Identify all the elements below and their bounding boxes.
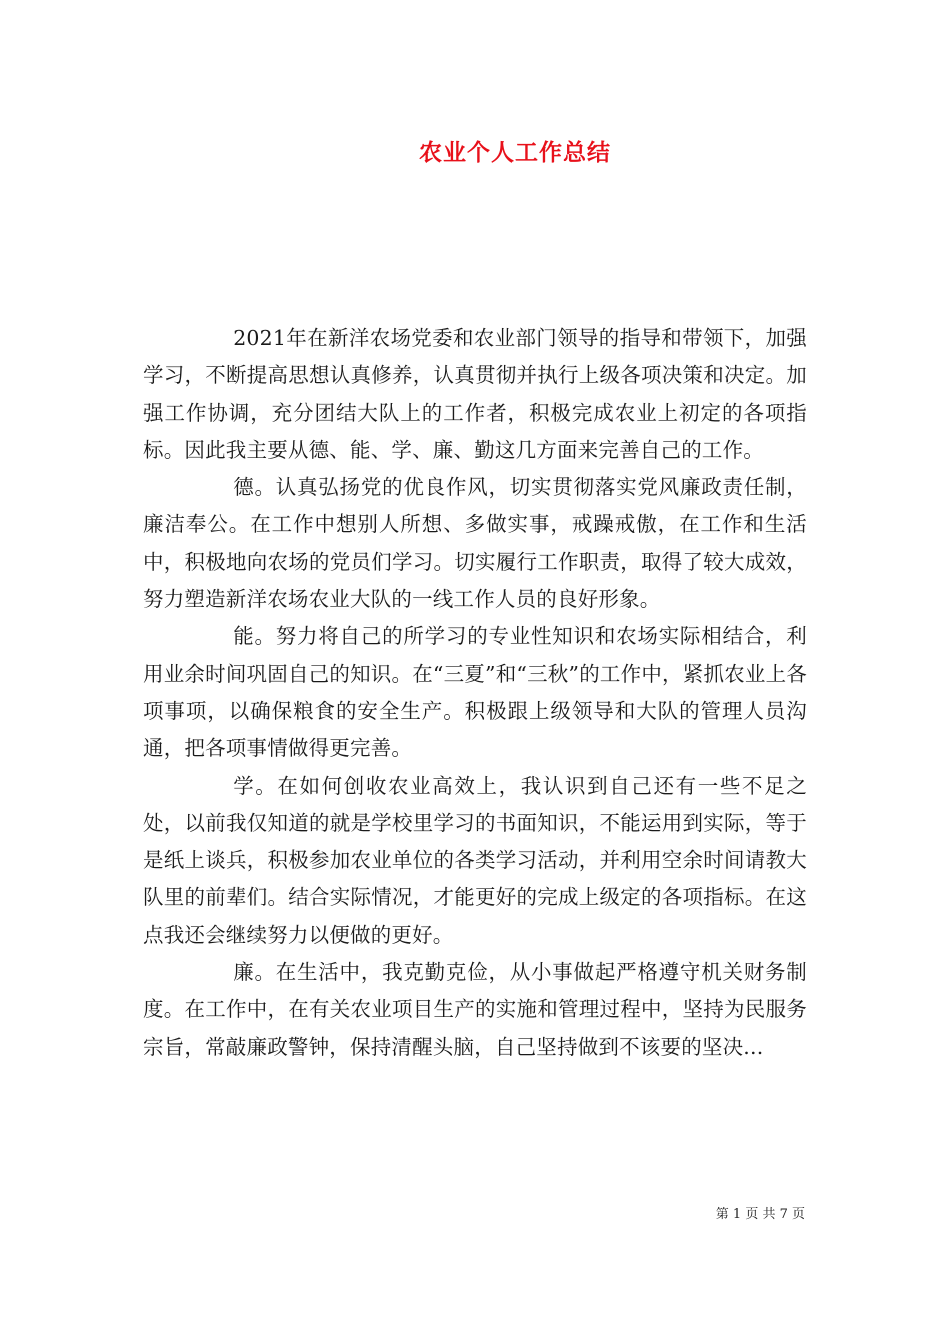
page-number: 第 1 页 共 7 页: [715, 1207, 805, 1222]
paragraph-de: 德。认真弘扬党的优良作风，切实贯彻落实党风廉政责任制，廉洁奉公。在工作中想别人所想、多做实事，戒躁戒傲，在工作和生活中，积极地向农场的党员们学习。切实履行工作职责，取得了较大成效，努力塑造新洋农场农业大队的一线工作人员的良好形象。: [143, 475, 807, 612]
document-title: 农业个人工作总结: [419, 140, 611, 166]
paragraph-neng: 能。努力将自己的所学习的专业性知识和农场实际相结合，利用业余时间巩固自己的知识。在“三夏”和“三秋”的工作中，紧抓农业上各项事项，以确保粮食的安全生产。积极跟上级领导和大队的管理人员沟通，把各项事情做得更完善。: [143, 624, 807, 761]
paragraph-xue: 学。在如何创收农业高效上，我认识到自己还有一些不足之处，以前我仅知道的就是学校里学习的书面知识，不能运用到实际，等于是纸上谈兵，积极参加农业单位的各类学习活动，并利用空余时间请教大队里的前辈们。结合实际情况，才能更好的完成上级定的各项指标。在这点我还会继续努力以便做的更好。: [143, 773, 807, 947]
paragraph-intro: 2021年在新洋农场党委和农业部门领导的指导和带领下，加强学习，不断提高思想认真修养，认真贯彻并执行上级各项决策和决定。加强工作协调，充分团结大队上的工作者，积极完成农业上初定的各项指标。因此我主要从德、能、学、廉、勤这几方面来完善自己的工作。: [143, 326, 807, 462]
paragraph-lian: 廉。在生活中，我克勤克俭，从小事做起严格遵守机关财务制度。在工作中，在有关农业项目生产的实施和管理过程中，坚持为民服务宗旨，常敲廉政警钟，保持清醒头脑，自己坚持做到不该要的坚决...: [143, 960, 807, 1059]
document-body: [143, 320, 807, 1066]
